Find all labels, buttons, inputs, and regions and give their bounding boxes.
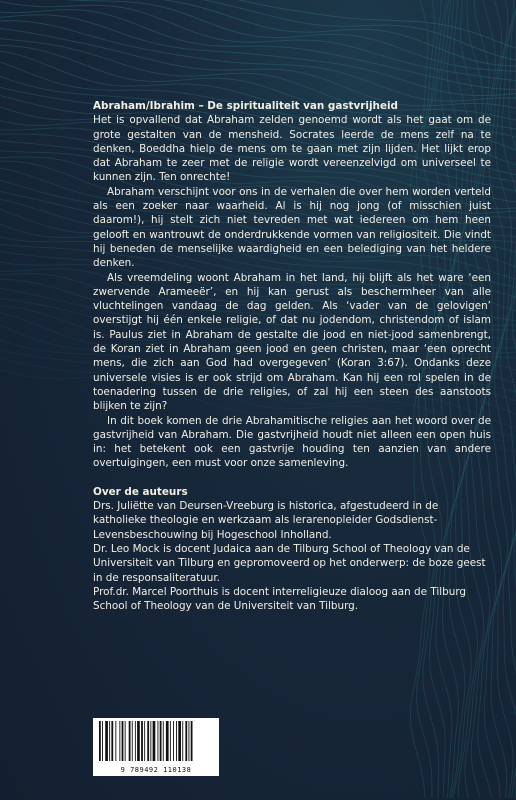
about-authors-title: Over de auteurs	[93, 485, 188, 498]
barcode-bar	[105, 721, 108, 761]
barcode-bar	[178, 721, 181, 761]
blurb-text	[93, 99, 491, 613]
paragraph: Als vreemdeling woont Abraham in het land, hij blijft als het ware ‘een zwervende Arameeër’, en hij kan gerust als beschermheer van alle vluchtelingen vandaag de dag gelden. Als ‘vader van de gelovigen’ overstijgt hij één enkele religie, of dat nu jodendom, christendom of islam is. Paulus ziet in Abraham de gestalte die jood en niet-jood samenbrengt, de Koran ziet in Abraham geen jood en geen christen, maar ‘een oprecht mens, die zich aan God had overgegeven’ (Koran 3:67). Ondanks deze universele visies is er ook strijd om Abraham. Kan hij een rol spelen in de toenadering tussen de drie religies, of zal hij een steen des aanstoots blijken te zijn?	[93, 271, 491, 413]
barcode-bar	[158, 721, 159, 761]
paragraph: Abraham verschijnt voor ons in de verhalen die over hem worden verteld als een zoeker naar waarheid. Al is hij nog jong (of misschien juist daarom!), hij stelt zich niet tevreden met wat iedereen om hem heen gelooft en wantrouwt de onderdrukkende vormen van religiositeit. Die vindt hij beneden de menselijke waardigheid en een belediging van het heldere denken.	[93, 185, 491, 270]
barcode-bar	[176, 721, 177, 761]
barcode-bar	[166, 721, 169, 761]
barcode-bar	[163, 721, 164, 761]
barcode-bar	[102, 721, 103, 761]
barcode-bar	[170, 721, 171, 761]
author-bio: Drs. Juliëtte van Deursen-Vreeburg is historica, afgestudeerd in de katholieke theologie en werkzaam als lerarenopleider Godsdienst-Levensbeschouwing bij Hogeschool Inholland.	[93, 500, 439, 541]
barcode-bar	[115, 721, 116, 761]
barcode-bar	[132, 721, 133, 761]
barcode-bar	[125, 721, 126, 761]
barcode-bar	[109, 721, 110, 761]
barcode-bar	[160, 721, 162, 761]
barcode-bar	[150, 721, 151, 761]
paragraph: Het is opvallend dat Abraham zelden genoemd wordt als het gaat om de grote gestalten van de mensheid. Socrates leerde de mens zelf na te denken, Boeddha hielp de mens om te gaan met zijn lijden. Het lijkt erop dat Abraham te zeer met de religie wordt vereenzelvigd om universeel te kunnen zijn. Ten onrechte!	[93, 114, 491, 184]
barcode-bar	[144, 721, 145, 761]
barcode-bar	[141, 721, 143, 761]
barcode-bar	[137, 721, 140, 761]
author-bio: Prof.dr. Marcel Poorthuis is docent interreligieuze dialoog aan de Tilburg School of Theology van de Universiteit van Tilburg.	[93, 585, 467, 613]
barcode	[93, 718, 219, 776]
barcode-bar	[147, 721, 149, 761]
barcode-bar	[135, 721, 136, 761]
section-title: Abraham/Ibrahim – De spiritualiteit van gastvrijheid	[93, 100, 398, 112]
barcode-bar	[119, 721, 120, 761]
barcode-bar	[182, 721, 183, 761]
paragraph: In dit boek komen de drie Abrahamitische religies aan het woord over de gastvrijheid van Abraham. Die gastvrijheid houdt niet alleen een open huis in: het betekent ook een gastvrije houding ten aanzien van andere overtuigingen, een must voor onze samenleving.	[93, 414, 491, 470]
barcode-icon	[97, 721, 215, 765]
barcode-bar	[185, 721, 187, 761]
barcode-bar	[111, 721, 113, 761]
barcode-bar	[153, 721, 156, 761]
barcode-bar	[173, 721, 174, 761]
isbn-number: 9 789492 110138	[120, 766, 192, 774]
barcode-bar	[189, 721, 190, 761]
barcode-bar	[122, 721, 124, 761]
barcode-bar	[191, 721, 193, 761]
barcode-bar	[99, 721, 101, 761]
barcode-bar	[129, 721, 131, 761]
author-bio: Dr. Leo Mock is docent Judaica aan de Tilburg School of Theology van de Universiteit van Tilburg en gepromoveerd op het onderwerp: de boze geest in de responsaliteratuur.	[93, 542, 486, 584]
